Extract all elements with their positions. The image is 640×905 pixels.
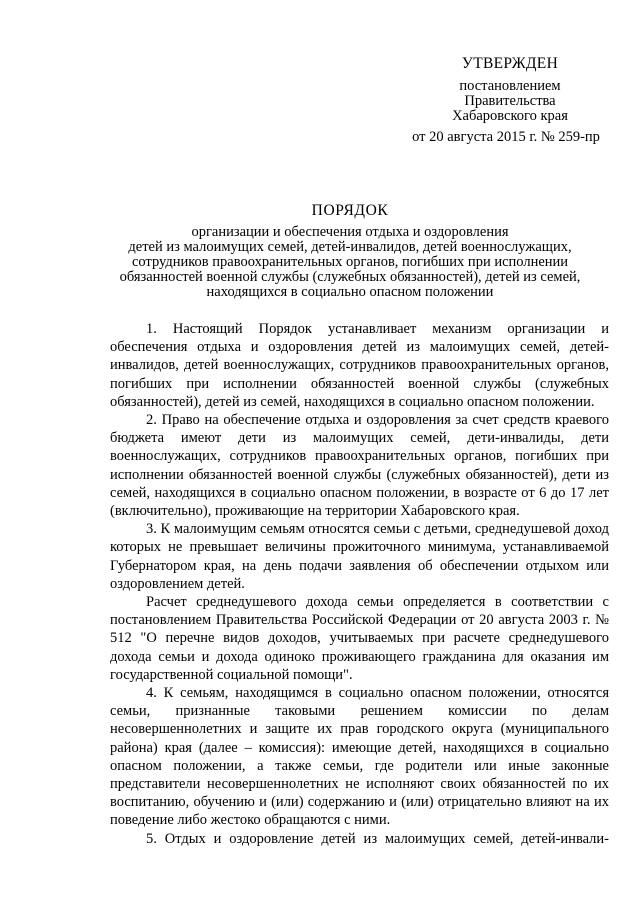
paragraph-2: 2. Право на обеспечение отдыха и оздоровления за счет средств краевого бюджета имеют дети из малоимущих семей, дети-инвалиды, дети военнослужащих, сотрудников правоохранительных органов, погибших при исполнении обязанностей военной службы (служебных обязанностей), дети из семей, находящихся в социально опасном положении, в возрасте от 6 до 17 лет (включительно), проживающие на территории Хабаровского края. — [110, 412, 609, 520]
paragraph-1: 1. Настоящий Порядок устанавливает механизм организации и обеспечения отдыха и оздоровления детей из малоимущих семей, детей-инвалидов, детей военнослужащих, сотрудников правоохранительных органов, погибших при исполнении обязанностей военной службы (служебных обязанностей), детей из семей, находящихся в социально опасном положении. — [110, 321, 609, 410]
title-line-4: обязанностей военной службы (служебных обязанностей), детей из семей, — [119, 269, 581, 285]
approval-line-3: Хабаровского края — [452, 108, 568, 124]
title-line-5: находящихся в социально опасном положении — [206, 284, 494, 300]
title-line-3: сотрудников правоохранительных органов, погибших при исполнении — [131, 254, 569, 270]
paragraph-3-calc: Расчет среднедушевого дохода семьи определяется в соответствии с постановлением Правительства Российской Федерации от 20 августа 2003 г. № 512 "О перечне видов доходов, учитываемых при расчете среднедушевого дохода семьи и дохода одиноко проживающего гражданина для оказания им государственной социальной помощи". — [110, 594, 609, 683]
approval-heading: УТВЕРЖДЕН — [461, 55, 559, 72]
title-line-2: детей из малоимущих семей, детей-инвалидов, детей военнослужащих, — [128, 239, 572, 255]
document-body — [110, 320, 609, 848]
approval-block — [395, 56, 625, 145]
approval-line-2: Правительства — [464, 93, 556, 109]
paragraph-3: 3. К малоимущим семьям относятся семьи с детьми, среднедушевой доход которых не превышает величины прожиточного минимума, устанавливаемой Губернатором края, на день подачи заявления об обеспечении отдыхом или оздоровлением детей. — [110, 521, 609, 592]
approval-line-1: постановлением — [459, 78, 561, 94]
title-line-1: организации и обеспечения отдыха и оздоровления — [191, 224, 509, 240]
paragraph-4: 4. К семьям, находящимся в социально опасном положении, относятся семьи, признанные таковыми решением комиссии по делам несовершеннолетних и защите их прав городского округа (муниципального района) края (далее – комиссия): имеющие детей, находящихся в социально опасном положении, а также семьи, где родители или иные законные представители несовершеннолетних не исполняют своих обязанностей по их воспитанию, обучению и (или) содержанию и (или) отрицательно влияют на их поведение либо жестоко обращаются с ними. — [110, 685, 609, 829]
document-title: ПОРЯДОК — [311, 202, 389, 219]
approval-date: от 20 августа 2015 г. № 259-пр — [412, 129, 600, 145]
paragraph-5: 5. Отдых и оздоровление детей из малоимущих семей, детей-инвали- — [146, 830, 609, 847]
document-title-block — [90, 203, 610, 300]
